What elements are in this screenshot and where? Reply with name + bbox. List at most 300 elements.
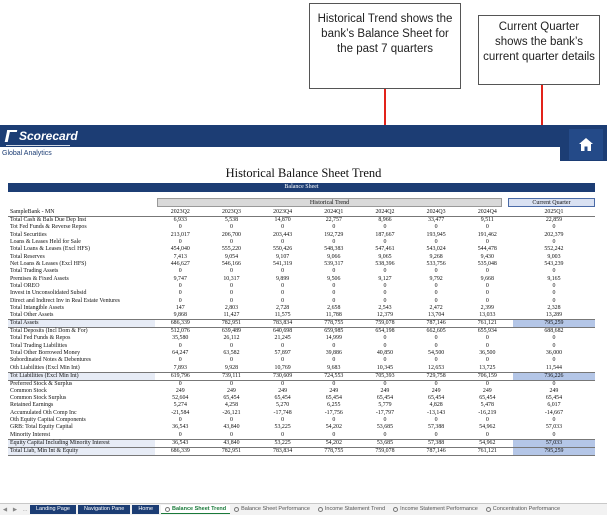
historical-cell: 0 (332, 342, 336, 349)
current-quarter-cell: 552,242 (544, 246, 564, 253)
historical-cell: 36,543 (155, 439, 206, 447)
historical-cell: 9,928 (224, 364, 239, 371)
current-quarter-cell: 0 (552, 335, 556, 342)
historical-cell: 0 (229, 224, 233, 231)
historical-cell: 0 (178, 357, 182, 364)
scorecard-logo (6, 129, 78, 143)
historical-cell: 0 (485, 290, 489, 297)
historical-cell: 0 (281, 417, 285, 424)
historical-cell: 0 (383, 224, 387, 231)
historical-cell: 0 (434, 342, 438, 349)
table-row (8, 402, 595, 409)
historical-cell: 539,317 (324, 260, 344, 267)
historical-cell: 4,828 (429, 402, 443, 409)
historical-cell: 13,033 (479, 312, 496, 319)
table-row (8, 297, 595, 304)
historical-cell: 0 (485, 238, 489, 245)
historical-cell: 192,729 (324, 231, 344, 238)
sheet-icon (486, 507, 491, 512)
historical-cell: -17,748 (273, 409, 292, 416)
tab-balance-sheet-trend[interactable] (161, 505, 230, 514)
historical-cell: 778,755 (308, 447, 359, 455)
historical-cell: 53,225 (257, 439, 308, 447)
historical-cell: 759,078 (359, 447, 410, 455)
row-label: Common Stock (10, 387, 47, 394)
row-label: Subordinated Notes & Debentures (10, 357, 91, 364)
current-quarter-cell: 688,682 (544, 328, 564, 335)
historical-cell: 0 (229, 431, 233, 438)
historical-cell: 249 (227, 387, 236, 394)
callout-current-quarter: Current Quarter shows the bank’s current quarter details (478, 15, 600, 85)
table-row (8, 275, 595, 282)
historical-cell: 54,962 (479, 424, 496, 431)
historical-cell: 0 (434, 282, 438, 289)
more-sheets-icon[interactable]: … (22, 506, 28, 513)
historical-cell: 11,788 (325, 312, 342, 319)
current-quarter-cell: 795,259 (513, 447, 595, 455)
historical-cell: 0 (281, 282, 285, 289)
tab-concentration-performance[interactable] (482, 505, 564, 514)
balance-sheet-body (8, 217, 595, 456)
table-row (8, 268, 595, 275)
table-row (8, 335, 595, 342)
historical-cell: 9,127 (378, 275, 392, 282)
table-row (8, 305, 595, 312)
historical-cell: 0 (332, 417, 336, 424)
section-title: Balance Sheet (284, 184, 319, 190)
table-row (8, 217, 595, 225)
historical-cell: 65,454 (479, 395, 496, 402)
historical-cell: 14,870 (274, 217, 291, 223)
col-header: 2024Q4 (462, 209, 513, 217)
historical-cell: 761,121 (462, 447, 513, 455)
historical-cell: 0 (383, 380, 387, 387)
sheet-icon (165, 507, 170, 512)
row-label: Total Trading Assets (10, 268, 59, 275)
historical-cell: 14,999 (325, 335, 342, 342)
current-quarter-cell: 57,033 (545, 424, 563, 431)
historical-cell: 0 (332, 431, 336, 438)
current-quarter-cell: 202,379 (544, 231, 564, 238)
table-row (8, 432, 595, 440)
current-quarter-cell: 0 (552, 282, 556, 289)
col-header: 2024Q1 (308, 209, 359, 217)
historical-cell: 782,951 (206, 320, 257, 328)
historical-cell: 0 (178, 282, 182, 289)
historical-cell: 5,270 (275, 402, 290, 409)
historical-cell: 10,769 (274, 364, 291, 371)
historical-cell: 9,107 (275, 253, 290, 260)
table-row (8, 239, 595, 246)
historical-cell: 36,500 (479, 349, 496, 356)
row-label: Tot Liabilities (Excl Min Int) (8, 372, 155, 380)
scroll-right-icon[interactable]: ▶ (12, 506, 18, 513)
row-label: Total Other Assets (10, 312, 54, 319)
historical-cell: 533,756 (426, 260, 446, 267)
bank-label-header: SampleBank - MN (8, 209, 155, 217)
subtitle-text: Global Analytics (2, 150, 52, 157)
table-row (8, 365, 595, 373)
historical-cell: 446,627 (170, 260, 190, 267)
historical-cell: 65,454 (428, 395, 445, 402)
historical-cell: 0 (178, 417, 182, 424)
current-quarter-header: Current Quarter (508, 198, 595, 207)
historical-cell: 2,543 (378, 304, 392, 311)
row-label: Total Intangible Assets (10, 304, 64, 311)
current-quarter-cell: 543,239 (544, 260, 564, 267)
historical-cell: 0 (281, 357, 285, 364)
historical-cell: -13,143 (427, 409, 446, 416)
current-quarter-cell: 795,259 (513, 320, 595, 328)
historical-cell: 187,667 (375, 231, 395, 238)
historical-cell: 541,319 (273, 260, 293, 267)
historical-cell: 6,255 (327, 402, 341, 409)
historical-cell: 724,553 (308, 372, 359, 380)
historical-cell: 0 (229, 268, 233, 275)
historical-cell: 249 (175, 387, 185, 394)
historical-cell: 538,396 (375, 260, 395, 267)
current-quarter-cell: 0 (552, 290, 556, 297)
historical-cell: 619,796 (155, 372, 206, 380)
historical-cell: 2,803 (224, 304, 239, 311)
historical-cell: 0 (434, 268, 438, 275)
historical-cell: 0 (383, 417, 387, 424)
current-quarter-cell: 13,289 (545, 312, 563, 319)
historical-cell: 0 (332, 380, 336, 387)
historical-cell: -26,121 (222, 409, 241, 416)
current-quarter-cell: 57,033 (513, 439, 595, 447)
tab-label: Income Statement Performance (400, 506, 478, 512)
historical-cell: 39,886 (325, 349, 342, 356)
historical-cell: 10,317 (223, 275, 240, 282)
page-title: Historical Balance Sheet Trend (225, 166, 382, 180)
historical-cell: 782,951 (206, 447, 257, 455)
historical-cell: 547,461 (375, 246, 395, 253)
historical-cell: 191,462 (477, 231, 497, 238)
historical-cell: 5,538 (224, 217, 239, 223)
historical-cell: 206,700 (221, 231, 242, 238)
table-header-row (8, 209, 595, 217)
historical-cell: 249 (278, 387, 288, 394)
historical-cell: 0 (178, 224, 182, 231)
section-band (8, 183, 595, 192)
historical-cell: 0 (281, 342, 285, 349)
historical-cell: 730,609 (257, 372, 308, 380)
row-label: Common Stock Surplus (10, 395, 67, 402)
historical-cell: 40,850 (376, 349, 394, 356)
table-row (8, 380, 595, 388)
table-row (8, 328, 595, 336)
historical-cell: 0 (485, 297, 489, 304)
home-button[interactable] (569, 129, 603, 160)
historical-cell: 0 (485, 357, 489, 364)
table-row (8, 388, 595, 395)
callout-historical-trend: Historical Trend shows the bank’s Balance Sheet for the past 7 quarters (309, 3, 461, 89)
historical-cell: 43,840 (223, 424, 240, 431)
historical-cell: 0 (281, 268, 285, 275)
historical-cell: 0 (229, 290, 233, 297)
historical-cell: 5,274 (173, 402, 187, 409)
historical-cell: 2,472 (429, 304, 443, 311)
row-label: Total Fed Funds & Repos (10, 335, 71, 342)
historical-cell: 6,933 (173, 217, 187, 223)
historical-cell: 2,658 (327, 304, 341, 311)
col-header: 2024Q2 (359, 209, 410, 217)
historical-cell: 0 (434, 224, 438, 231)
historical-cell: 0 (485, 282, 489, 289)
historical-cell: 0 (332, 238, 336, 245)
historical-cell: 4,258 (224, 402, 239, 409)
table-row (8, 410, 595, 417)
historical-cell: 249 (380, 387, 390, 394)
current-quarter-cell: 22,859 (545, 217, 563, 223)
historical-cell: 662,605 (426, 328, 446, 335)
historical-cell: 9,792 (429, 275, 443, 282)
historical-cell: 65,454 (274, 395, 291, 402)
historical-cell: 0 (178, 290, 182, 297)
historical-cell: 12,653 (428, 364, 445, 371)
scroll-left-icon[interactable]: ◀ (2, 506, 8, 513)
historical-cell: -16,219 (478, 409, 497, 416)
historical-cell: 57,388 (411, 439, 462, 447)
historical-cell: 13,704 (428, 312, 445, 319)
historical-cell: 0 (178, 297, 182, 304)
row-label: Accumulated Oth Comp Inc (10, 409, 77, 416)
table-row (8, 246, 595, 253)
current-quarter-cell: 36,000 (545, 349, 563, 356)
historical-cell: 0 (485, 431, 489, 438)
historical-cell: 54,500 (428, 349, 445, 356)
historical-cell: 0 (332, 224, 336, 231)
row-label: Total Cash & Bals Due Dep Inst (10, 217, 87, 223)
historical-cell: 193,945 (426, 231, 446, 238)
table-row (8, 395, 595, 402)
historical-cell: 22,757 (325, 217, 342, 223)
tab-home[interactable]: Home (132, 505, 159, 514)
historical-cell: 9,683 (327, 364, 341, 371)
historical-cell: 0 (178, 342, 182, 349)
table-row (8, 372, 595, 380)
table-row (8, 357, 595, 364)
row-label: Oth Liabilities (Excl Min Int) (10, 364, 80, 371)
historical-cell: 0 (229, 357, 233, 364)
historical-cell: 0 (383, 335, 387, 342)
current-quarter-cell: 9,003 (547, 253, 561, 260)
top-bar (0, 125, 607, 161)
historical-cell: 0 (383, 268, 387, 275)
tab-navigation-pane[interactable]: Navigation Pane (78, 505, 130, 514)
historical-cell: 65,454 (376, 395, 394, 402)
historical-cell: 63,582 (223, 349, 240, 356)
historical-cell: 10,345 (376, 364, 394, 371)
col-header: 2023Q3 (206, 209, 257, 217)
row-label: GRB: Total Equity Capital (10, 424, 73, 431)
row-label: Total Deposits (Incl Dom & For) (10, 328, 88, 335)
tab-label: Concentration Performance (492, 506, 561, 512)
historical-cell: -17,756 (324, 409, 343, 416)
sheet-icon (393, 507, 398, 512)
logo-text: Scorecard (19, 129, 78, 143)
historical-cell: 9,868 (173, 312, 187, 319)
table-row (8, 224, 595, 231)
current-quarter-cell: 0 (552, 224, 556, 231)
historical-cell: 544,478 (477, 246, 497, 253)
historical-cell: 64,247 (172, 349, 189, 356)
historical-cell: 5,478 (480, 402, 494, 409)
historical-cell: 0 (383, 282, 387, 289)
subtitle-bar (0, 147, 560, 161)
sheet-tab-bar (0, 503, 607, 515)
historical-cell: 0 (229, 238, 233, 245)
current-quarter-cell: 736,226 (513, 372, 595, 380)
historical-cell: 0 (383, 238, 387, 245)
historical-cell: 57,897 (274, 349, 291, 356)
col-header: 2023Q2 (155, 209, 206, 217)
historical-cell: 65,454 (223, 395, 240, 402)
current-quarter-cell: 0 (552, 380, 556, 387)
home-icon (579, 138, 593, 151)
tab-income-statement-performance[interactable] (389, 505, 482, 514)
row-label: Total Liab, Min Int & Equity (8, 447, 155, 455)
historical-cell: 555,220 (221, 246, 242, 253)
historical-trend-header: Historical Trend (157, 198, 502, 207)
current-quarter-cell: 0 (552, 238, 556, 245)
table-row (8, 424, 595, 431)
table-row (8, 417, 595, 424)
historical-cell: 0 (383, 290, 387, 297)
col-header: 2024Q3 (411, 209, 462, 217)
historical-cell: 0 (178, 380, 182, 387)
current-quarter-cell: -14,667 (544, 409, 564, 416)
historical-cell: 705,393 (359, 372, 410, 380)
historical-cell: 9,506 (327, 275, 341, 282)
historical-cell: 550,426 (273, 246, 293, 253)
table-row (8, 320, 595, 328)
current-quarter-cell: 0 (552, 357, 556, 364)
historical-cell: 778,755 (308, 320, 359, 328)
historical-cell: 0 (485, 342, 489, 349)
historical-cell: 0 (229, 380, 233, 387)
table-row (8, 447, 595, 455)
table-row (8, 290, 595, 297)
logo-underline (6, 145, 70, 146)
table-row (8, 342, 595, 349)
historical-cell: 35,580 (172, 335, 189, 342)
row-label: Tot Fed Funds & Reverse Repos (10, 224, 87, 231)
row-label: Total Trading Liabilities (10, 342, 68, 349)
row-label: Total Loans & Leases (Excl HFS) (10, 246, 90, 253)
historical-cell: -21,584 (171, 409, 190, 416)
row-label: Loans & Leases Held for Sale (10, 238, 81, 245)
historical-cell: 640,698 (273, 328, 293, 335)
historical-cell: 203,443 (273, 231, 293, 238)
historical-cell: 147 (175, 304, 185, 311)
historical-cell: 0 (332, 297, 336, 304)
historical-cell: 0 (332, 268, 336, 275)
historical-cell: 0 (229, 417, 233, 424)
table-row (8, 283, 595, 290)
historical-cell: 213,017 (170, 231, 190, 238)
historical-cell: 7,413 (173, 253, 187, 260)
historical-cell: 739,111 (206, 372, 257, 380)
historical-cell: 26,112 (223, 335, 240, 342)
current-quarter-cell: 65,454 (545, 395, 563, 402)
historical-cell: 787,146 (411, 320, 462, 328)
historical-cell: 36,543 (172, 424, 189, 431)
historical-cell: 8,966 (378, 217, 392, 223)
historical-cell: 686,339 (155, 320, 206, 328)
historical-cell: 783,834 (257, 447, 308, 455)
historical-cell: 0 (434, 417, 438, 424)
historical-cell: 706,159 (462, 372, 513, 380)
historical-cell: 783,834 (257, 320, 308, 328)
historical-cell: 787,146 (411, 447, 462, 455)
historical-cell: 13,725 (479, 364, 496, 371)
current-quarter-cell: 0 (552, 268, 556, 275)
tab-income-statement-trend[interactable] (314, 505, 389, 514)
row-label: Oth Equity Capital Components (10, 417, 86, 424)
historical-cell: 761,121 (462, 320, 513, 328)
sheet-icon (318, 507, 323, 512)
historical-cell: 0 (485, 268, 489, 275)
historical-cell: 0 (229, 297, 233, 304)
historical-cell: 639,489 (221, 328, 242, 335)
historical-cell: 249 (482, 387, 492, 394)
historical-cell: 0 (434, 238, 438, 245)
table-row (8, 253, 595, 260)
current-quarter-cell: 0 (552, 342, 556, 349)
table-row (8, 261, 595, 268)
historical-cell: 454,040 (170, 246, 190, 253)
historical-cell: 2,728 (275, 304, 290, 311)
historical-cell: 0 (383, 431, 387, 438)
historical-cell: 9,899 (275, 275, 290, 282)
table-row (8, 350, 595, 357)
historical-cell: 0 (383, 297, 387, 304)
historical-cell: 0 (434, 380, 438, 387)
historical-cell: 686,339 (155, 447, 206, 455)
historical-cell: 729,758 (411, 372, 462, 380)
current-quarter-cell: 0 (552, 297, 556, 304)
historical-cell: 21,245 (274, 335, 291, 342)
sheet-icon (234, 507, 239, 512)
current-quarter-cell: 249 (549, 387, 559, 394)
current-quarter-cell: 0 (552, 431, 556, 438)
historical-cell: 0 (434, 357, 438, 364)
historical-cell: 9,268 (429, 253, 443, 260)
tab-landing-page[interactable]: Landing Page (30, 505, 76, 514)
historical-cell: 0 (485, 417, 489, 424)
table-row (8, 439, 595, 447)
historical-cell: 12,379 (376, 312, 394, 319)
historical-cell: 535,048 (477, 260, 497, 267)
tab-balance-sheet-performance[interactable] (230, 505, 314, 514)
historical-cell: 0 (281, 224, 285, 231)
row-label: Direct and Indirect Inv in Real Estate Ventures (10, 297, 120, 304)
historical-cell: 659,985 (324, 328, 344, 335)
scorecard-window (0, 125, 607, 518)
historical-cell: 512,076 (170, 328, 190, 335)
historical-cell: 52,604 (172, 395, 189, 402)
tab-label: Balance Sheet Performance (241, 506, 310, 512)
historical-cell: -17,797 (375, 409, 395, 416)
historical-cell: 5,779 (378, 402, 392, 409)
historical-cell: 33,477 (428, 217, 445, 223)
historical-cell: 0 (383, 357, 387, 364)
historical-cell: 0 (434, 335, 438, 342)
historical-cell: 0 (281, 238, 285, 245)
historical-cell: 11,427 (223, 312, 240, 319)
